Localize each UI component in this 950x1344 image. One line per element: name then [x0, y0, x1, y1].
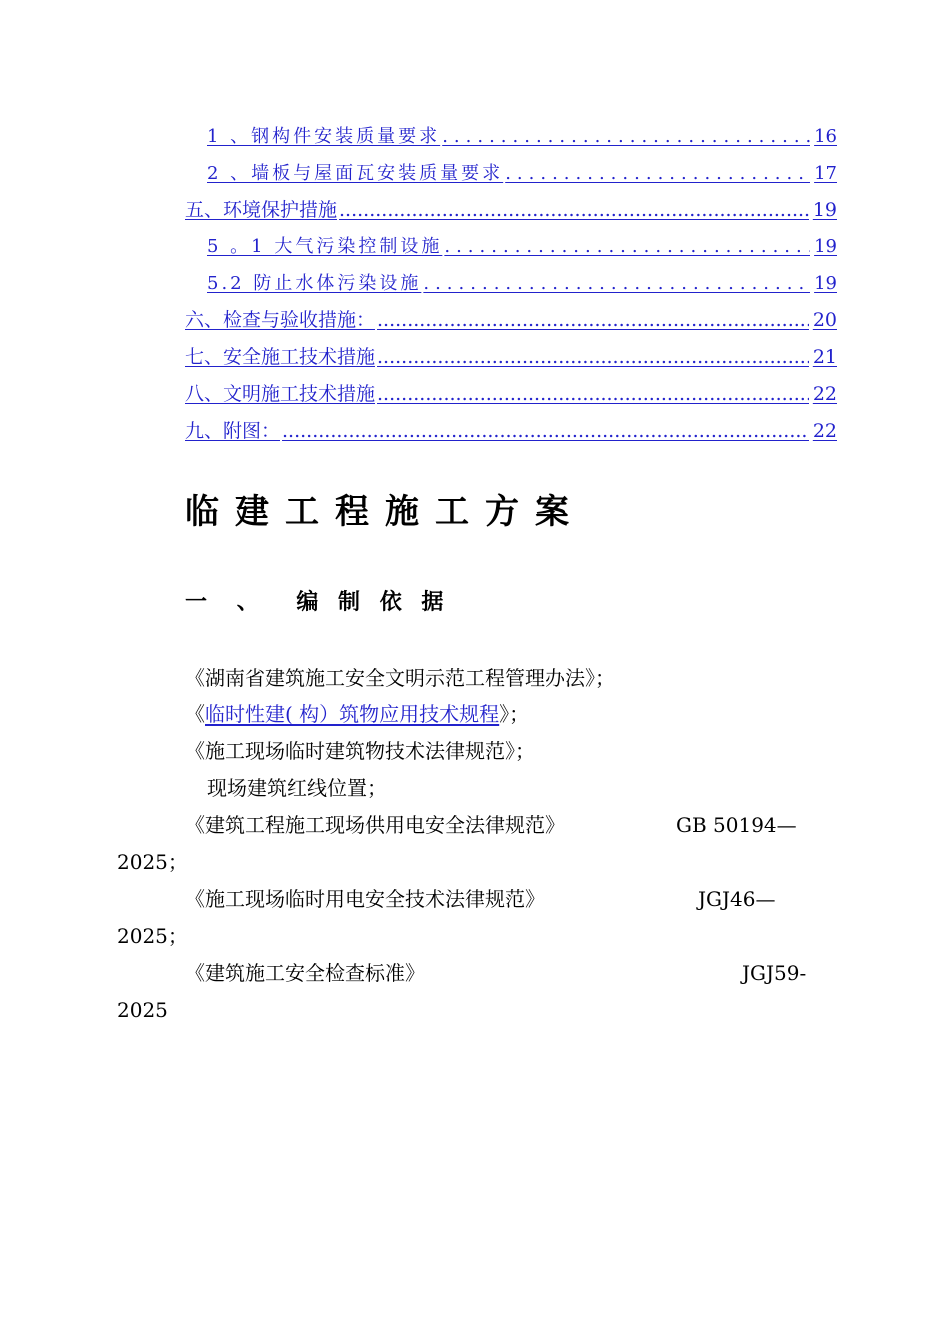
toc-entry[interactable]	[185, 415, 837, 445]
section-heading	[185, 585, 449, 616]
basis-item: 现场建筑红线位置；	[207, 776, 387, 800]
standard-year: 2025	[117, 998, 168, 1022]
toc-entry-label: 1 、钢构件安装质量要求	[207, 126, 441, 147]
toc-entry-page: 16	[814, 126, 837, 147]
toc-entry-page: 19	[814, 273, 837, 294]
toc-leader-dots	[444, 233, 810, 261]
section-title: 编 制 依 据	[296, 590, 450, 615]
standard-code: GB 50194—	[676, 813, 797, 837]
toc-entry-label: 5.2 防止水体污染设施	[207, 273, 422, 294]
toc-leader-dots	[377, 380, 809, 408]
toc-entry-label: 七、安全施工技术措施	[185, 346, 376, 368]
toc-entry-page: 21	[812, 346, 837, 368]
toc-leader-dots	[442, 123, 810, 151]
toc-entry[interactable]	[185, 304, 837, 334]
toc-leader-dots	[377, 343, 809, 371]
toc-leader-dots	[505, 160, 810, 188]
standard-year: 2025；	[117, 850, 188, 874]
basis-item: 《建筑工程施工现场供用电安全法律规范》	[185, 813, 565, 837]
toc-leader-dots	[339, 196, 809, 224]
toc-entry-label: 八、文明施工技术措施	[185, 383, 376, 405]
regulation-link[interactable]: 临时性建( 构）筑物应用技术规程	[205, 702, 500, 726]
section-number: 一	[185, 590, 208, 615]
basis-item: 《湖南省建筑施工安全文明示范工程管理办法》；	[185, 666, 615, 690]
basis-item: 《建筑施工安全检查标准》	[185, 961, 425, 985]
toc-entry-page: 20	[812, 309, 837, 331]
standard-code: JGJ59-	[742, 961, 807, 985]
toc-entry-page: 19	[812, 199, 837, 221]
basis-item-with-link	[185, 700, 529, 728]
toc-leader-dots	[423, 270, 810, 298]
toc-entry-label: 2 、墙板与屋面瓦安装质量要求	[207, 163, 504, 184]
toc-entry-page: 17	[814, 163, 837, 184]
toc-entry-label: 六、检查与验收措施：	[185, 309, 376, 331]
toc-entry[interactable]	[207, 158, 837, 188]
toc-leader-dots	[377, 306, 809, 334]
toc-entry[interactable]	[207, 268, 837, 298]
toc-entry[interactable]	[185, 378, 837, 408]
standard-code: JGJ46—	[698, 887, 776, 911]
toc-entry-page: 19	[814, 236, 837, 257]
section-separator: 、	[236, 590, 259, 615]
document-title: 临建工程施工方案	[185, 492, 585, 532]
toc-entry[interactable]	[185, 341, 837, 371]
toc-entry-page: 22	[812, 383, 837, 405]
basis-item: 《施工现场临时建筑物技术法律规范》；	[185, 739, 535, 763]
toc-entry-label: 5 。1 大气污染控制设施	[207, 236, 443, 257]
basis-item: 《施工现场临时用电安全技术法律规范》	[185, 887, 545, 911]
toc-entry[interactable]	[185, 194, 837, 224]
standard-year: 2025；	[117, 924, 188, 948]
toc-entry-page: 22	[812, 420, 837, 442]
close-bracket: 》；	[499, 702, 530, 726]
toc-entry[interactable]	[207, 231, 837, 261]
toc-entry-label: 九、附图：	[185, 420, 281, 442]
open-bracket: 《	[185, 702, 205, 726]
toc-entry-label: 五、环境保护措施	[185, 199, 338, 221]
toc-entry[interactable]	[207, 121, 837, 151]
toc-leader-dots	[282, 417, 809, 445]
